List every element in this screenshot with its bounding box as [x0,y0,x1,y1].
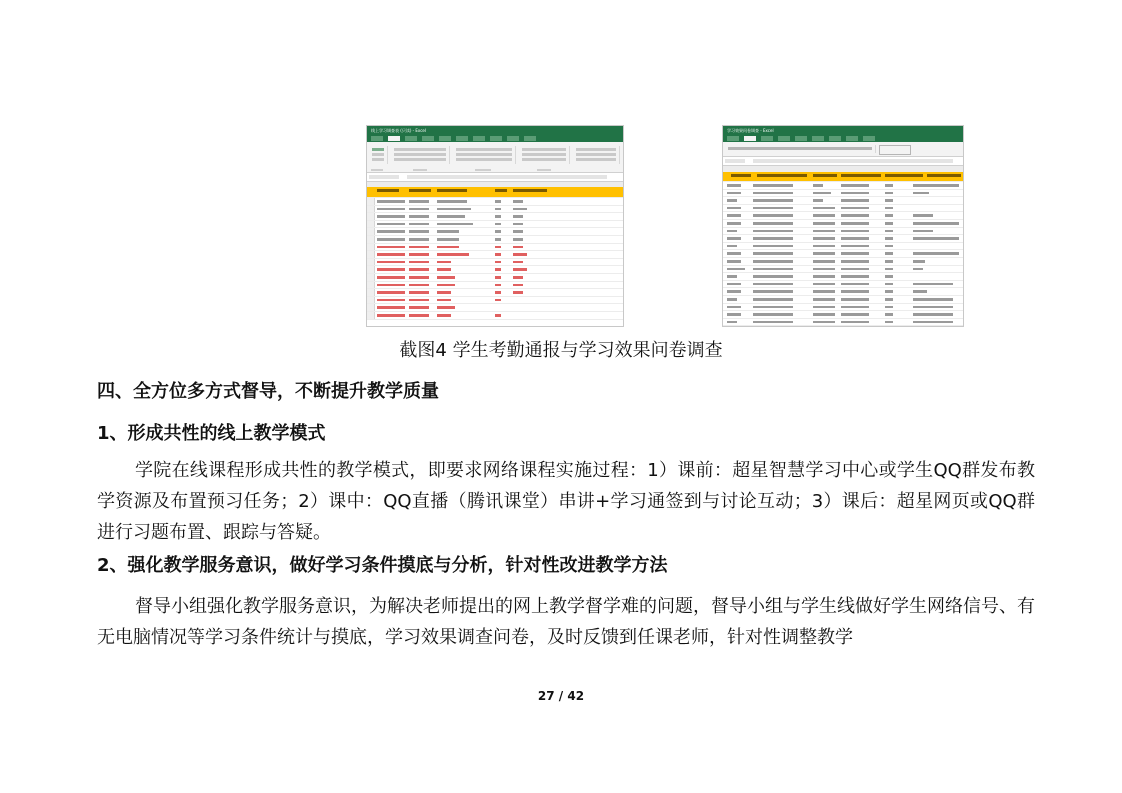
excel-ribbon [367,142,623,173]
figure-caption: 截图4 学生考勤通报与学习效果问卷调查 [399,340,723,361]
excel-ribbon-tabs [723,135,963,142]
excel-formula-bar [723,157,963,166]
subsection-paragraph-2: 督导小组强化教学服务意识，为解决老师提出的网上教学督学难的问题，督导小组与学生线做好学生网络信号、有无电脑情况等学习条件统计与摸底，学习效果调查问卷，及时反馈到任课老师，针对性调整教学 [97,596,1035,648]
survey-table [723,172,963,326]
excel-ribbon-tabs [367,135,623,142]
excel-title-bar: 线上学习调查表 (只读) - Excel [367,126,623,135]
subsection-heading-1: 1、形成共性的线上教学模式 [97,423,326,444]
subsection-paragraph-1: 学院在线课程形成共性的教学模式，即要求网络课程实施过程：1）课前：超星智慧学习中心或学生QQ群发布教学资源及布置预习任务；2）课中：QQ直播（腾讯课堂）串讲+学习通签到与讨论互动；3）课后：超星网页或QQ群进行习题布置、跟踪与答疑。 [97,460,1035,543]
section-heading: 四、全方位多方式督导，不断提升教学质量 [97,381,439,402]
survey-spreadsheet-screenshot [722,125,964,327]
attendance-spreadsheet-screenshot [366,125,624,327]
page-number: 27 / 42 [537,689,585,703]
subsection-heading-2: 2、强化教学服务意识，做好学习条件摸底与分析，针对性改进教学方法 [97,555,668,576]
excel-title-bar: 学习效果问卷调查 - Excel [723,126,963,135]
excel-protected-view-bar [723,142,963,157]
excel-formula-bar [367,173,623,182]
attendance-table [367,187,623,320]
